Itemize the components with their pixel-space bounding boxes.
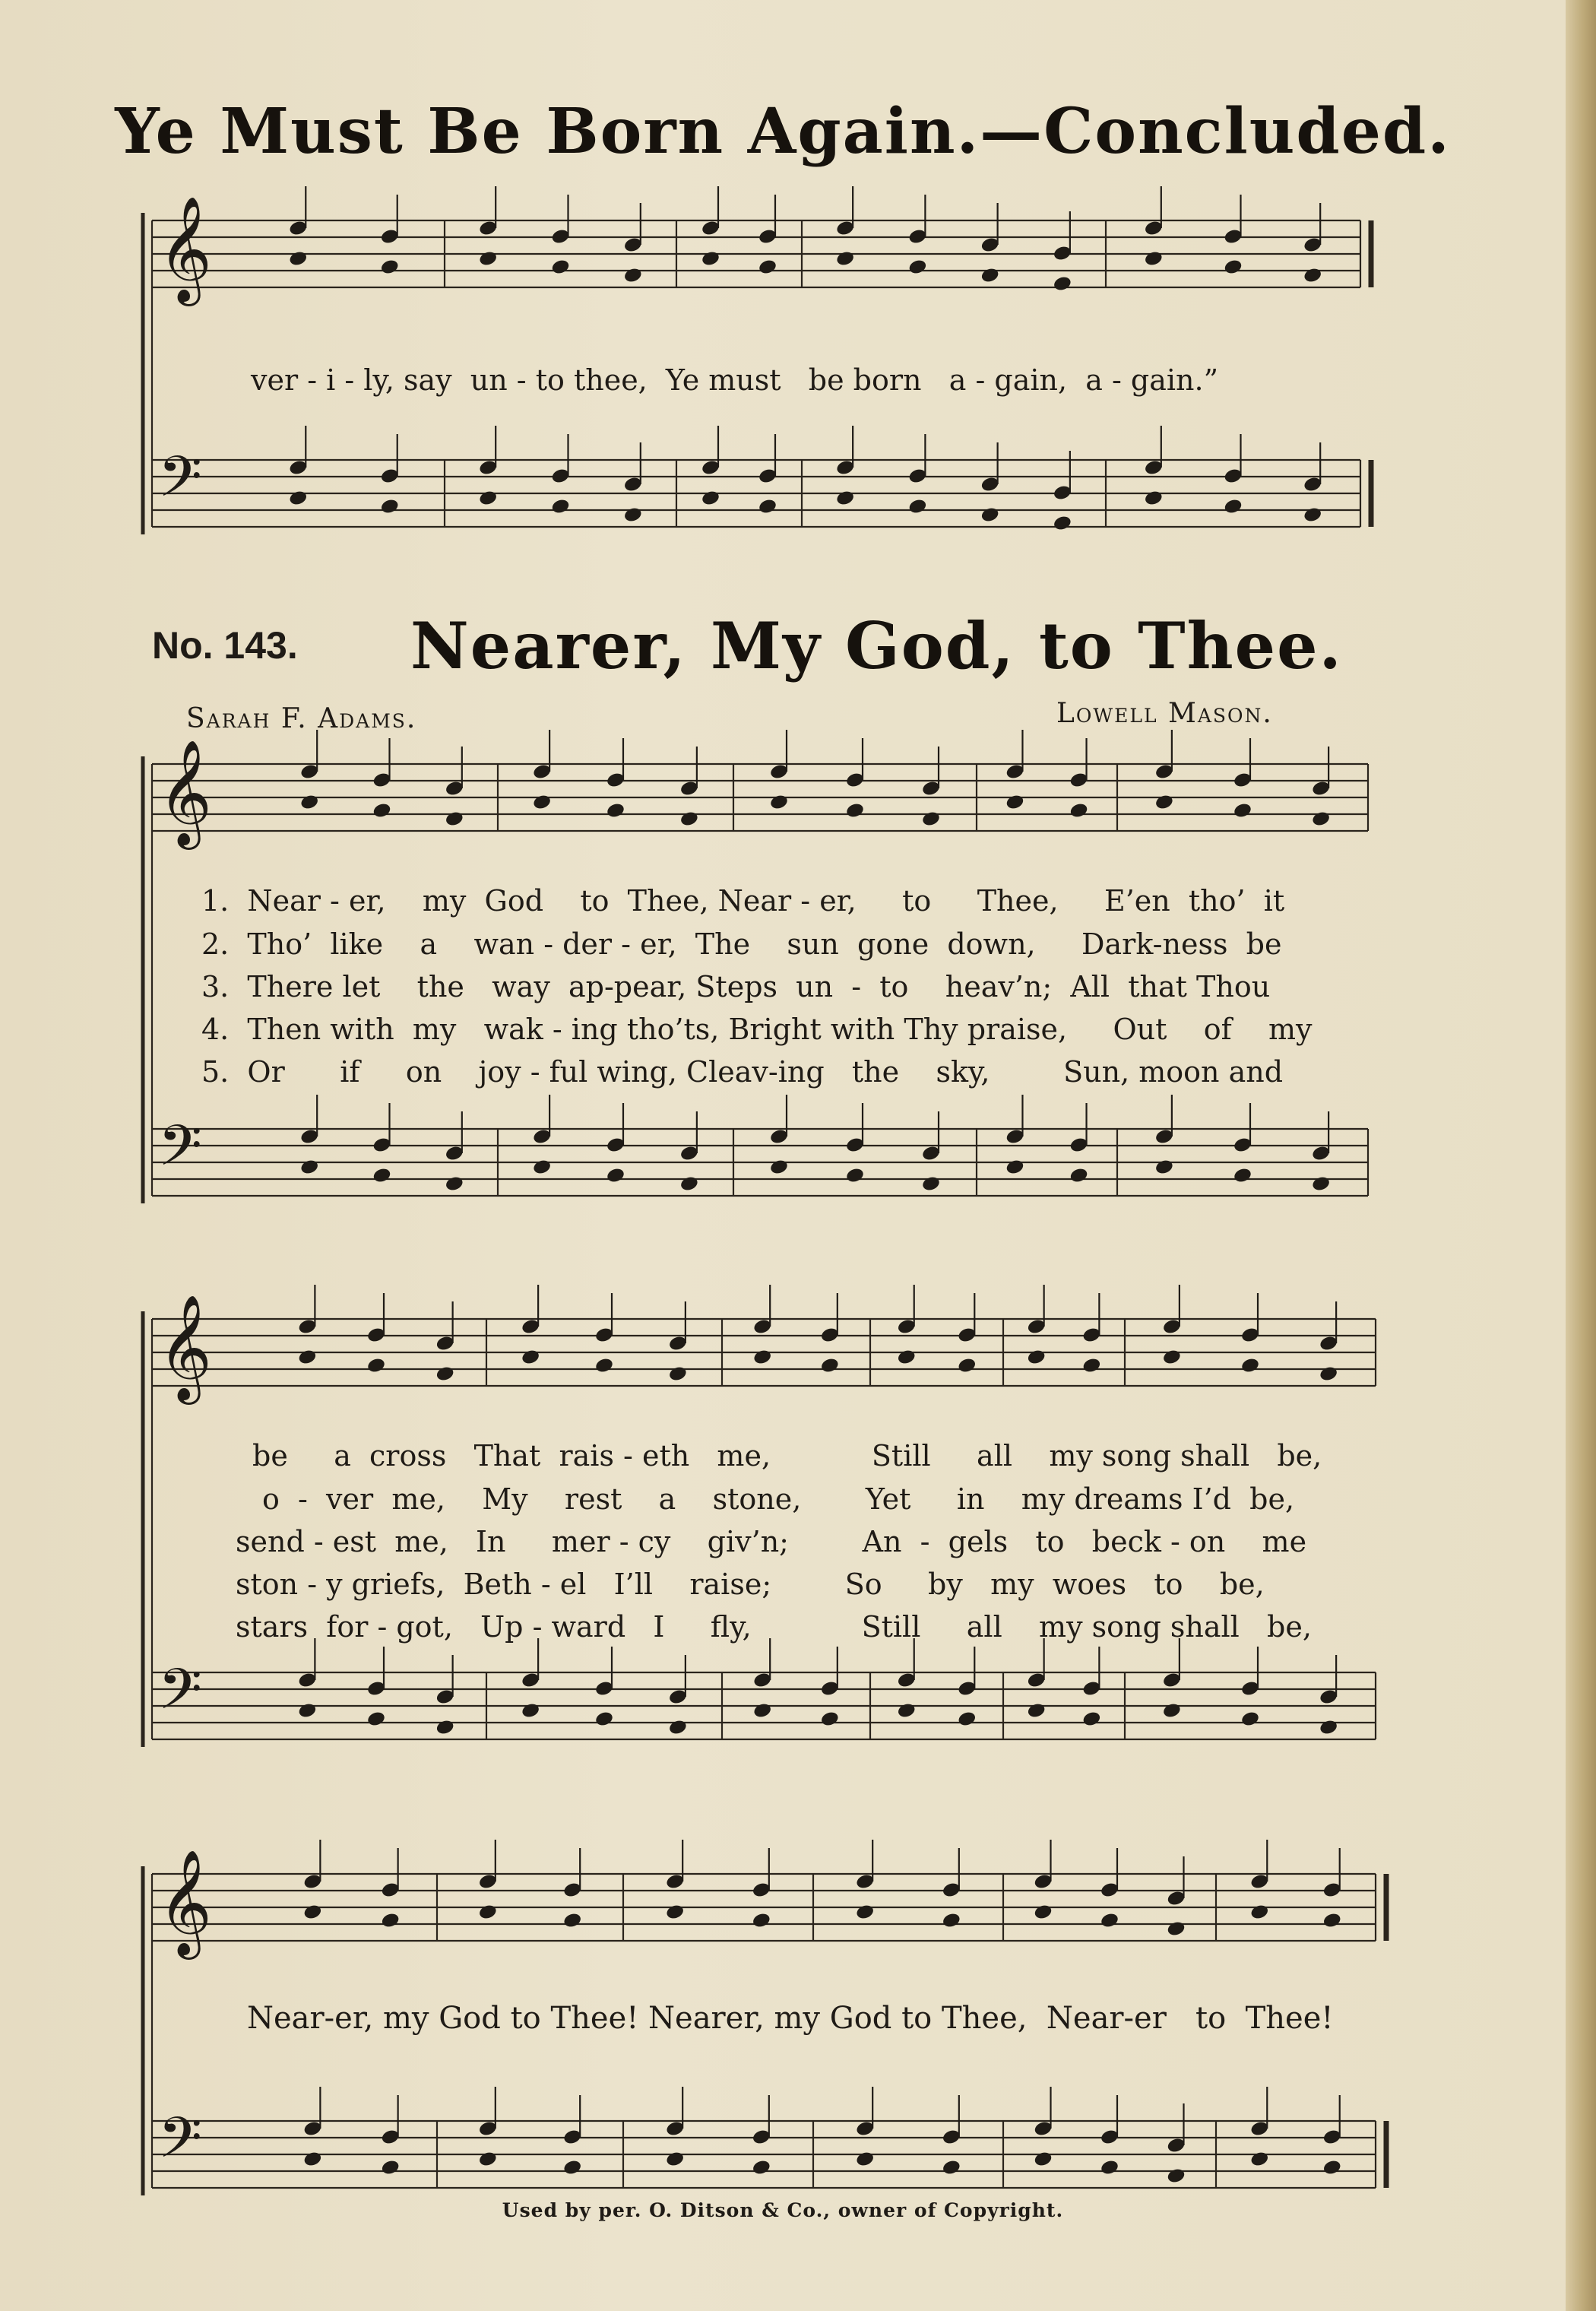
bass-clef-icon: 𝄢 xyxy=(158,1113,202,1193)
note-head xyxy=(521,1349,540,1366)
note-head xyxy=(606,1167,625,1184)
note-head xyxy=(1311,810,1331,828)
treble-clef-icon: 𝄞 xyxy=(158,1850,212,1955)
bass-clef-icon: 𝄢 xyxy=(158,1656,202,1736)
verse-line-3: 3. There let the way ap-pear, Steps un - to heav’n; All that Thou xyxy=(201,970,1271,1003)
note-head xyxy=(957,1357,977,1374)
note-head xyxy=(668,1365,688,1383)
note-head xyxy=(835,490,855,507)
note-head xyxy=(299,1159,319,1176)
note-head xyxy=(1233,1167,1252,1184)
note-head xyxy=(1162,1349,1182,1366)
note-head xyxy=(665,2151,685,2168)
note-head xyxy=(855,1904,875,1921)
note-head xyxy=(1303,267,1322,284)
note-head xyxy=(381,1912,401,1929)
note-head xyxy=(897,1349,917,1366)
note-head xyxy=(372,802,391,819)
book-spine xyxy=(1566,0,1596,2311)
note-head xyxy=(1162,1702,1182,1720)
hymn-title: Nearer, My God, to Thee. xyxy=(410,608,1343,683)
note-head xyxy=(435,1719,455,1736)
note-head xyxy=(1069,1167,1088,1184)
note-head xyxy=(679,810,699,828)
note-head xyxy=(1033,1904,1053,1921)
note-head xyxy=(381,2159,401,2176)
verse-line-4: 4. Then with my wak - ing tho’ts, Bright with Thy praise, Out of my xyxy=(201,1013,1313,1046)
note-head xyxy=(752,1702,772,1720)
note-head xyxy=(855,2151,875,2168)
note-head xyxy=(1311,1175,1331,1193)
note-head xyxy=(594,1357,614,1374)
note-head xyxy=(921,810,941,828)
note-head xyxy=(550,498,570,515)
hymn-author: Sarah F. Adams. xyxy=(186,703,417,734)
note-head xyxy=(562,1912,582,1929)
note-head xyxy=(1249,2151,1269,2168)
note-head xyxy=(758,258,777,276)
note-head xyxy=(1154,1159,1174,1176)
verse-line-1: 1. Near - er, my God to Thee, Near - er, to Thee, E’en tho’ it xyxy=(201,884,1285,918)
note-head xyxy=(1027,1349,1047,1366)
verse-line-5: 5. Or if on joy - ful wing, Cleav-ing the sky, Sun, moon and xyxy=(201,1055,1284,1089)
note-head xyxy=(1223,258,1243,276)
note-head xyxy=(1053,275,1072,293)
note-head xyxy=(897,1702,917,1720)
note-head xyxy=(302,2151,322,2168)
note-head xyxy=(478,490,498,507)
bass-clef-icon: 𝄢 xyxy=(158,444,202,524)
note-head xyxy=(478,2151,498,2168)
note-head xyxy=(1319,1719,1338,1736)
note-head xyxy=(665,1904,685,1921)
note-head xyxy=(820,1357,840,1374)
note-head xyxy=(668,1719,688,1736)
note-head xyxy=(380,258,400,276)
note-head xyxy=(769,794,789,811)
note-head xyxy=(445,810,464,828)
note-head xyxy=(1240,1357,1260,1374)
treble-clef-icon: 𝄞 xyxy=(158,196,212,302)
note-head xyxy=(1322,2159,1342,2176)
note-head xyxy=(288,490,308,507)
note-head xyxy=(562,2159,582,2176)
note-head xyxy=(1053,515,1072,532)
treble-clef-icon: 𝄞 xyxy=(158,740,212,845)
note-head xyxy=(623,267,643,284)
prev-hymn-lyric: ver - i - ly, say un - to thee, Ye must be born a - gain, a - gain.” xyxy=(251,363,1219,397)
note-head xyxy=(623,506,643,524)
note-head xyxy=(297,1702,317,1720)
note-head xyxy=(1144,490,1164,507)
hymn-composer: Lowell Mason. xyxy=(1056,698,1273,729)
note-head xyxy=(380,498,400,515)
note-head xyxy=(1081,1357,1101,1374)
note-head xyxy=(297,1349,317,1366)
continued-hymn-title: Ye Must Be Born Again.—Concluded. xyxy=(115,95,1451,168)
note-head xyxy=(1166,1920,1186,1938)
note-head xyxy=(445,1175,464,1193)
note-head xyxy=(606,802,625,819)
note-head xyxy=(921,1175,941,1193)
note-head xyxy=(299,794,319,811)
refrain-lyric: Near-er, my God to Thee! Nearer, my God to Thee, Near-er to Thee! xyxy=(247,2001,1334,2036)
note-head xyxy=(1249,1904,1269,1921)
verse-cont-line-3: send - est me, In mer - cy giv’n; An - gels to beck - on me xyxy=(236,1525,1307,1558)
note-head xyxy=(1303,506,1322,524)
note-head xyxy=(521,1702,540,1720)
note-head xyxy=(1033,2151,1053,2168)
treble-clef-icon: 𝄞 xyxy=(158,1295,212,1400)
note-head xyxy=(1005,1159,1024,1176)
hymn-number: No. 143. xyxy=(152,624,298,667)
note-head xyxy=(701,490,720,507)
note-head xyxy=(942,1912,961,1929)
note-head xyxy=(1319,1365,1338,1383)
note-head xyxy=(532,1159,552,1176)
verse-cont-line-2: o - ver me, My rest a stone, Yet in my dreams I’d be, xyxy=(262,1482,1295,1516)
note-head xyxy=(769,1159,789,1176)
note-head xyxy=(478,250,498,268)
note-head xyxy=(752,1912,771,1929)
note-head xyxy=(942,2159,961,2176)
note-head xyxy=(594,1710,614,1728)
note-head xyxy=(907,498,927,515)
note-head xyxy=(550,258,570,276)
note-head xyxy=(366,1357,386,1374)
note-head xyxy=(820,1710,840,1728)
note-head xyxy=(1322,1912,1342,1929)
note-head xyxy=(845,1167,865,1184)
note-head xyxy=(435,1365,455,1383)
note-head xyxy=(478,1904,498,1921)
verse-cont-line-5: stars for - got, Up - ward I fly, Still all my song shall be, xyxy=(236,1610,1312,1644)
note-head xyxy=(845,802,865,819)
note-head xyxy=(1166,2167,1186,2185)
bass-clef-icon: 𝄢 xyxy=(158,2105,202,2185)
note-head xyxy=(1223,498,1243,515)
note-head xyxy=(1233,802,1252,819)
note-head xyxy=(288,250,308,268)
note-head xyxy=(1100,1912,1119,1929)
note-head xyxy=(1240,1710,1260,1728)
note-head xyxy=(1081,1710,1101,1728)
note-head xyxy=(679,1175,699,1193)
note-head xyxy=(957,1710,977,1728)
note-head xyxy=(752,1349,772,1366)
note-head xyxy=(1154,794,1174,811)
verse-cont-line-4: ston - y griefs, Beth - el I’ll raise; So by my woes to be, xyxy=(236,1568,1265,1601)
note-head xyxy=(701,250,720,268)
note-head xyxy=(1005,794,1024,811)
note-head xyxy=(980,267,1000,284)
copyright-credit: Used by per. O. Ditson & Co., owner of Copyright. xyxy=(502,2199,1064,2221)
note-head xyxy=(752,2159,771,2176)
verse-line-2: 2. Tho’ like a wan - der - er, The sun gone down, Dark-ness be xyxy=(201,927,1282,961)
note-head xyxy=(532,794,552,811)
note-head xyxy=(302,1904,322,1921)
note-head xyxy=(980,506,1000,524)
note-head xyxy=(758,498,777,515)
note-head xyxy=(907,258,927,276)
note-head xyxy=(366,1710,386,1728)
verse-cont-line-1: be a cross That rais - eth me, Still all my song shall be, xyxy=(252,1439,1322,1473)
note-head xyxy=(372,1167,391,1184)
note-head xyxy=(835,250,855,268)
note-head xyxy=(1144,250,1164,268)
note-head xyxy=(1100,2159,1119,2176)
note-head xyxy=(1069,802,1088,819)
note-head xyxy=(1027,1702,1047,1720)
